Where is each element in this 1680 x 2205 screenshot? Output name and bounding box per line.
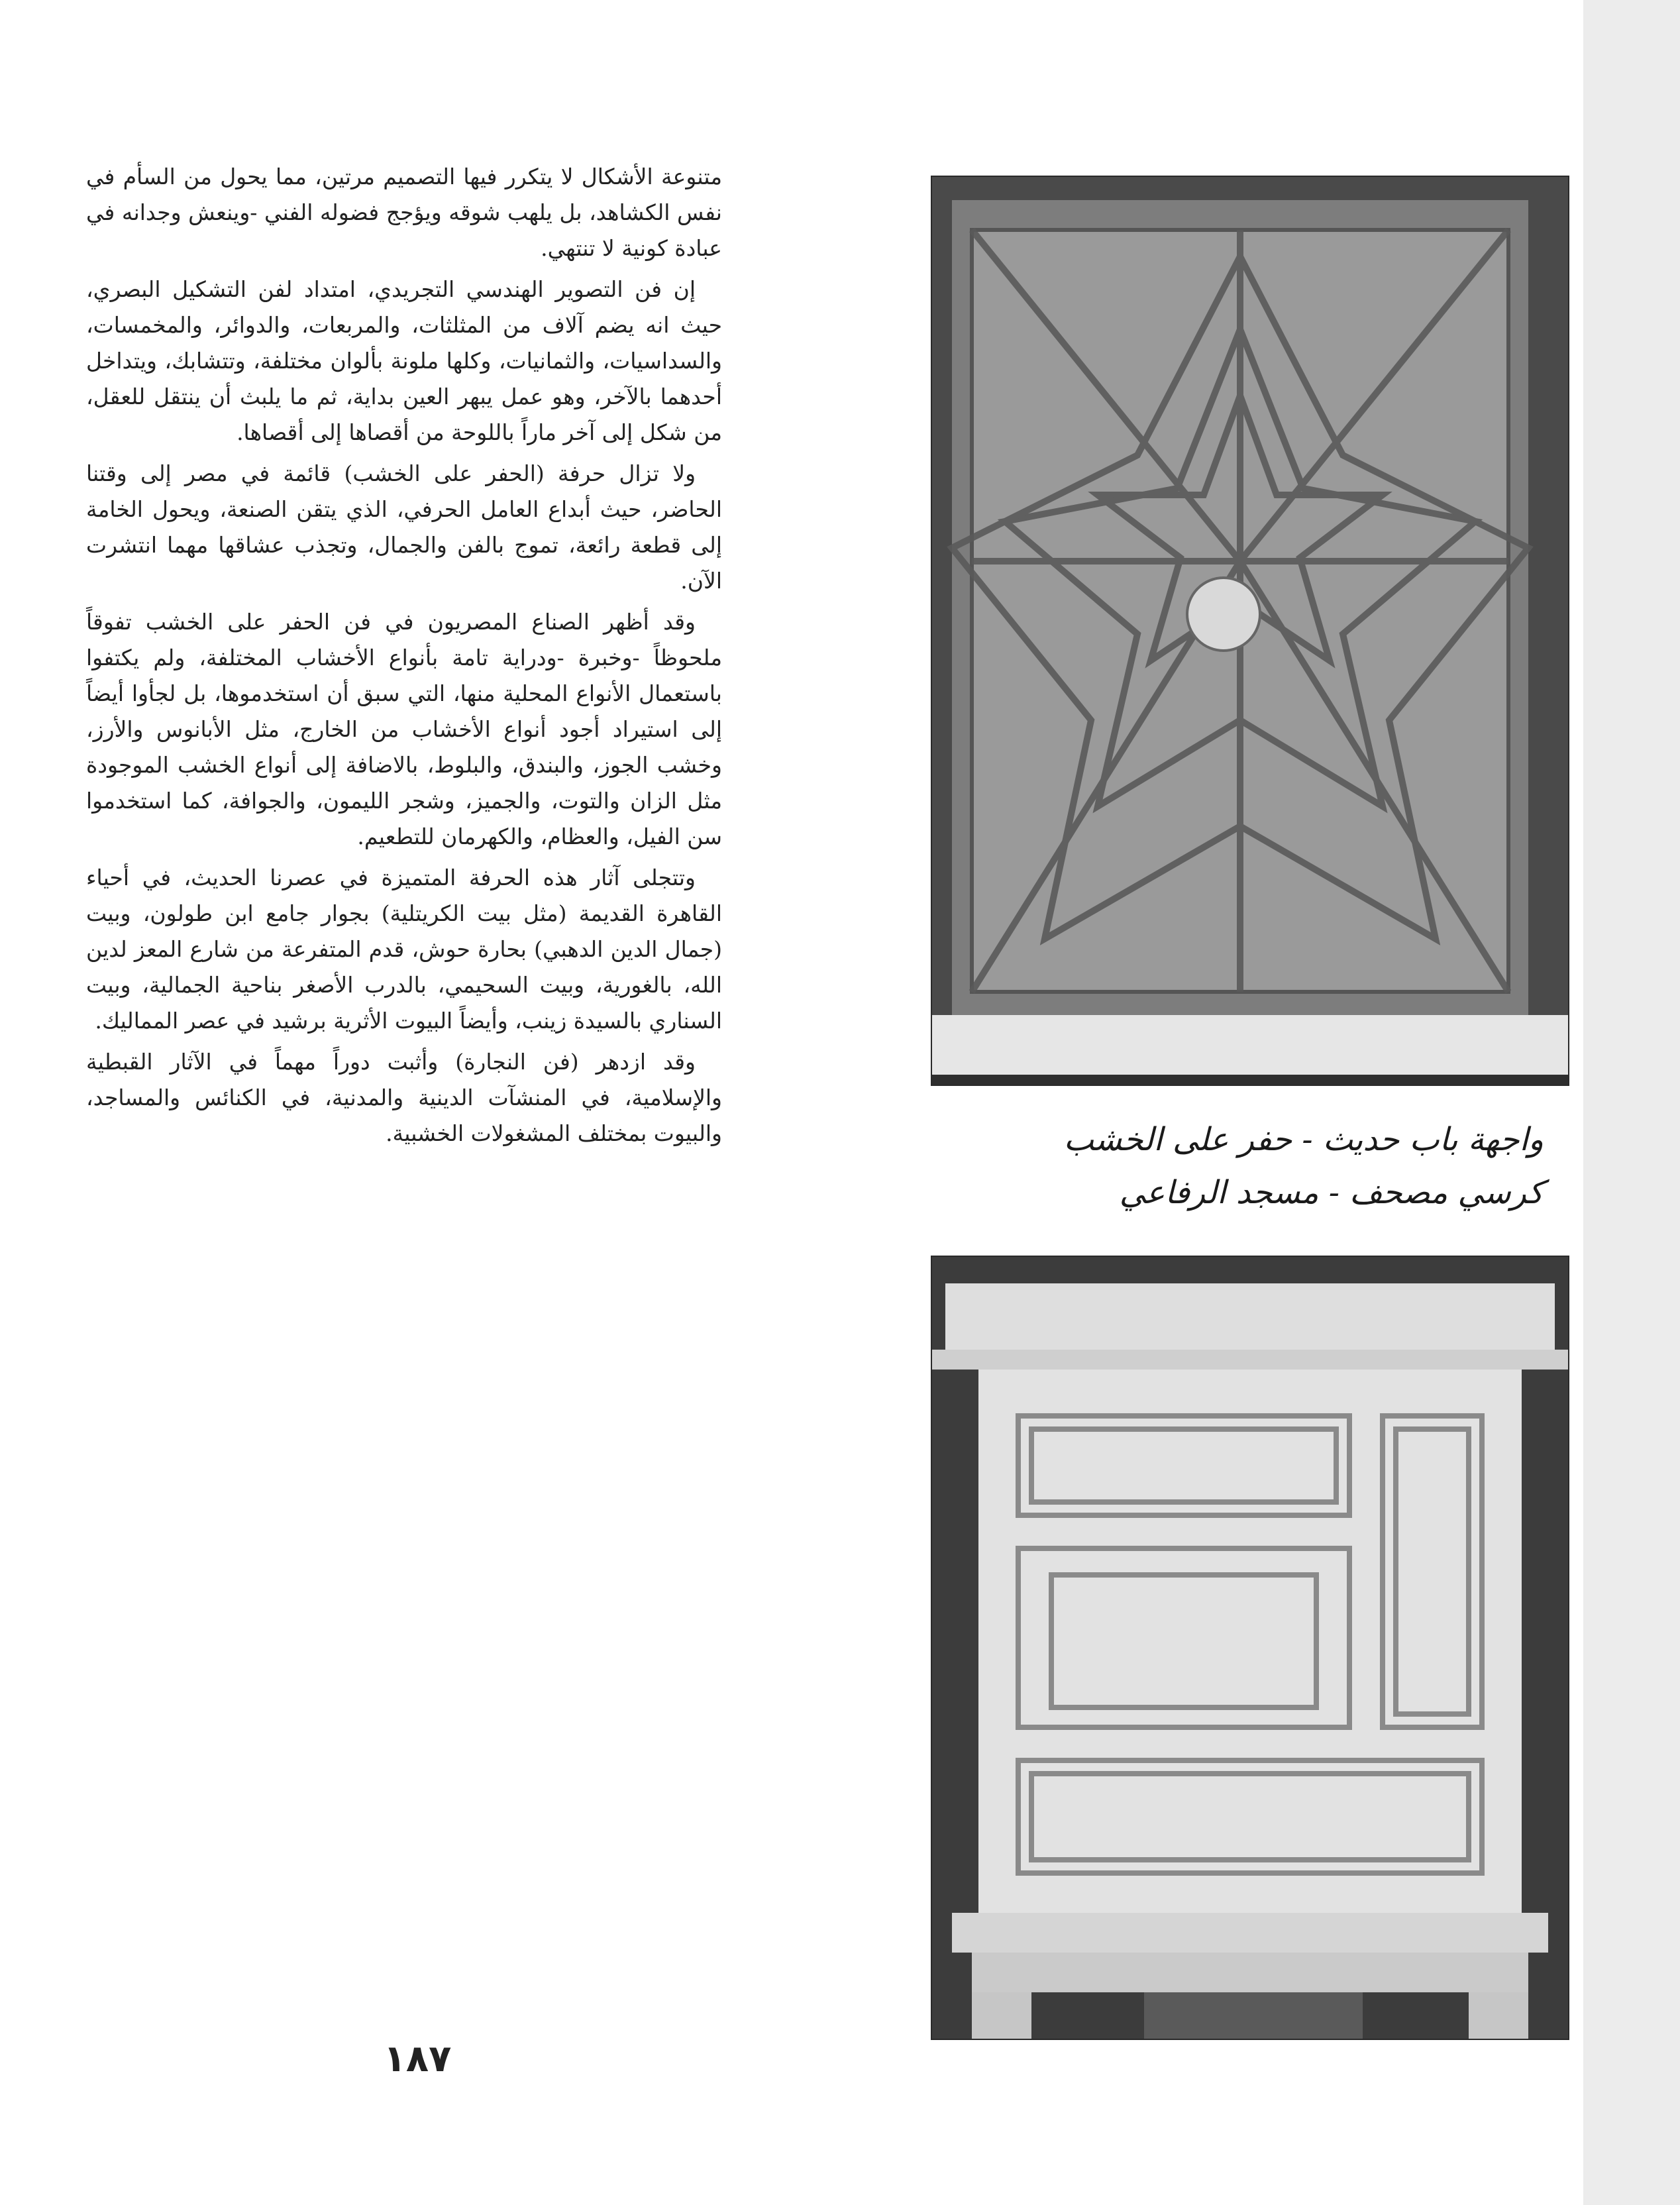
photo-captions — [927, 1113, 1544, 1219]
caption-quran-stand: كرسي مصحف - مسجد الرفاعي — [1119, 1174, 1544, 1211]
paragraph-2: إن فن التصوير الهندسي التجريدي، امتداد لفن التشكيل البصري، حيث انه يضم آلاف من المثلثات، والمربعات، والدوائر، والمخمسات، والسداسيات، والثمانيات، وكلها ملونة بألوان مختلفة، وتتشابك، ويتداخل أحدهما بالآخر، وهو عمل يبهر العين بداية، ثم ما يلبث أن ينتقل للعقل، من شكل إلى آخر ماراً باللوحة من أقصاها إلى أقصاها. — [86, 276, 722, 445]
quran-stand-cabinet-icon — [932, 1257, 1568, 2039]
page-number: ١٨٧ — [383, 2037, 452, 2080]
body-text-column — [86, 159, 722, 1157]
paragraph-4: وقد أظهر الصناع المصريون في فن الحفر على الخشب تفوقاً ملحوظاً -وخبرة -ودراية تامة بأنواع الأخشاب المختلفة، ولم يكتفوا باستعمال الأنواع المحلية منها، التي سبق أن استخدموها، بل لجأوا أيضاً إلى استيراد أجود أنواع الأخشاب من الخارج، مثل الأبانوس والأرز، وخشب الجوز، والبندق، والبلوط، بالاضافة إلى أنواع الخشب الموجودة مثل الزان والتوت، والجميز، وشجر الليمون، والجوافة، كما استخدموا سن الفيل، والعظام، والكهرمان للتطعيم. — [86, 609, 722, 849]
paragraph-3: ولا تزال حرفة (الحفر على الخشب) قائمة في مصر إلى وقتنا الحاضر، حيث أبداع العامل الحرفي، الذي يتقن الصنعة، ويحول الخامة إلى قطعة رائعة، تموج بالفن والجمال، وتجذب عشاقها مهما انتشرت الآن. — [86, 460, 722, 594]
quran-stand-photo — [931, 1256, 1569, 2040]
page-edge-shadow — [1583, 0, 1680, 2205]
paragraph-5: وتتجلى آثار هذه الحرفة المتميزة في عصرنا الحديث، في أحياء القاهرة القديمة (مثل بيت الكريتلية) بجوار جامع ابن طولون، وبيت (جمال الدين الدهبي) بحارة حوش، قدم المتفرعة من شارع المعز لدين الله، بالغورية، وبيت السحيمي، بالدرب الأصغر بناحية الجمالية، وبيت السناري بالسيدة زينب، وأيضاً البيوت الأثرية برشيد في عصر المماليك. — [86, 865, 722, 1034]
paragraph-6: وقد ازدهر (فن النجارة) وأثبت دوراً مهماً في الآثار القبطية والإسلامية، في المنشآت الدينية والمدنية، في الكنائس والمساجد، والبيوت بمختلف المشغولات الخشبية. — [86, 1049, 722, 1146]
door-panel-photo — [931, 176, 1569, 1086]
caption-door-panel: واجهة باب حديث - حفر على الخشب — [1063, 1121, 1544, 1158]
paragraph-1: متنوعة الأشكال لا يتكرر فيها التصميم مرتين، مما يحول من السأم في نفس الكشاهد، بل يلهب شوقه ويؤجج فضوله الفني -وينعش وجدانه في عبادة كونية لا تنتهي. — [86, 164, 722, 261]
geometric-star-door-panel-icon — [932, 177, 1568, 1085]
